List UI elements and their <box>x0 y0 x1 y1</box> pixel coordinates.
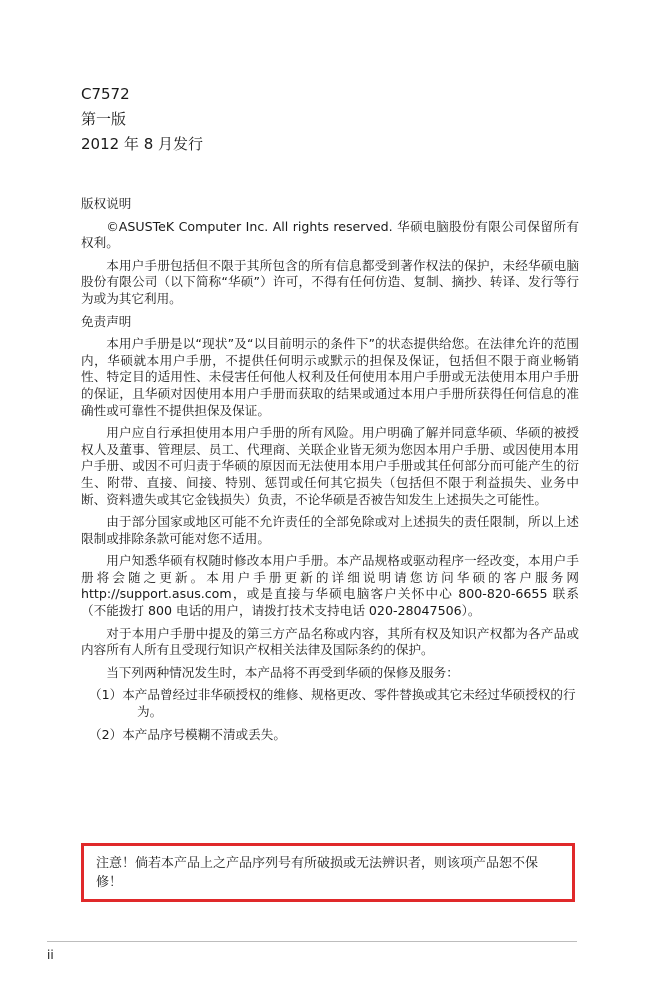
copyright-paragraph: 本用户手册包括但不限于其所包含的所有信息都受到著作权法的保护，未经华硕电脑股份有限公司（以下简称“华硕”）许可，不得有任何仿造、复制、摘抄、转译、发行等行为或为其它利用。 <box>81 257 579 306</box>
edition: 第一版 <box>81 110 127 128</box>
copyright-paragraph: ©ASUSTeK Computer Inc. All rights reserved. 华硕电脑股份有限公司保留所有权利。 <box>81 218 579 251</box>
disclaimer-paragraph: 用户应自行承担使用本用户手册的所有风险。用户明确了解并同意华硕、华硕的被授权人及董事、管理层、员工、代理商、关联企业皆无须为您因本用户手册、或因使用本用户手册、或因不可归责于华硕的原因而无法使用本用户手册或其任何部分而可能产生的衍生、附带、直接、间接、特别、惩罚或任何其它损失（包括但不限于利益损失、业务中断、资料遗失或其它金钱损失）负责，不论华硕是否被告知发生上述损失之可能性。 <box>81 425 579 507</box>
publish-date: 2012 年 8 月发行 <box>81 135 204 153</box>
warranty-notice-box <box>81 843 575 902</box>
disclaimer-paragraph: 当下列两种情况发生时，本产品将不再受到华硕的保修及服务： <box>106 664 459 680</box>
document-body <box>81 196 579 749</box>
footer-divider <box>47 941 577 942</box>
condition-item: （1）本产品曾经过非华硕授权的维修、规格更改、零件替换或其它未经过华硕授权的行为。 <box>89 687 576 720</box>
copyright-heading: 版权说明 <box>81 196 132 211</box>
page-number: ii <box>47 948 54 962</box>
model-number: C7572 <box>81 85 130 103</box>
warranty-notice-text: 注意！倘若本产品上之产品序列号有所破损或无法辨识者，则该项产品恕不保修！ <box>96 856 539 890</box>
disclaimer-paragraph: 用户知悉华硕有权随时修改本用户手册。本产品规格或驱动程序一经改变，本用户手册将会随之更新。本用户手册更新的详细说明请您访问华硕的客户服务网http://support.asus.com，或是直接与华硕电脑客户关怀中心 800-820-6655 联系（不能拨打 800 电话的用户，请拨打技术支持电话 020-28047506）。 <box>81 553 579 619</box>
disclaimer-paragraph: 本用户手册是以“现状”及“以目前明示的条件下”的状态提供给您。在法律允许的范围内，华硕就本用户手册，不提供任何明示或默示的担保及保证，包括但不限于商业畅销性、特定目的适用性、未侵害任何他人权利及任何使用本用户手册或无法使用本用户手册的保证，且华硕对因使用本用户手册而获取的结果或通过本用户手册所获得任何信息的准确性或可靠性不提供担保及保证。 <box>81 336 579 418</box>
condition-item: （2）本产品序号模糊不清或丢失。 <box>89 726 286 742</box>
warranty-conditions <box>81 687 579 743</box>
disclaimer-paragraph: 由于部分国家或地区可能不允许责任的全部免除或对上述损失的责任限制，所以上述限制或排除条款可能对您不适用。 <box>81 514 579 546</box>
disclaimer-heading: 免责声明 <box>81 313 132 329</box>
disclaimer-paragraph: 对于本用户手册中提及的第三方产品名称或内容，其所有权及知识产权都为各产品或内容所有人所有且受现行知识产权相关法律及国际条约的保护。 <box>81 625 579 658</box>
document-meta <box>81 82 203 157</box>
